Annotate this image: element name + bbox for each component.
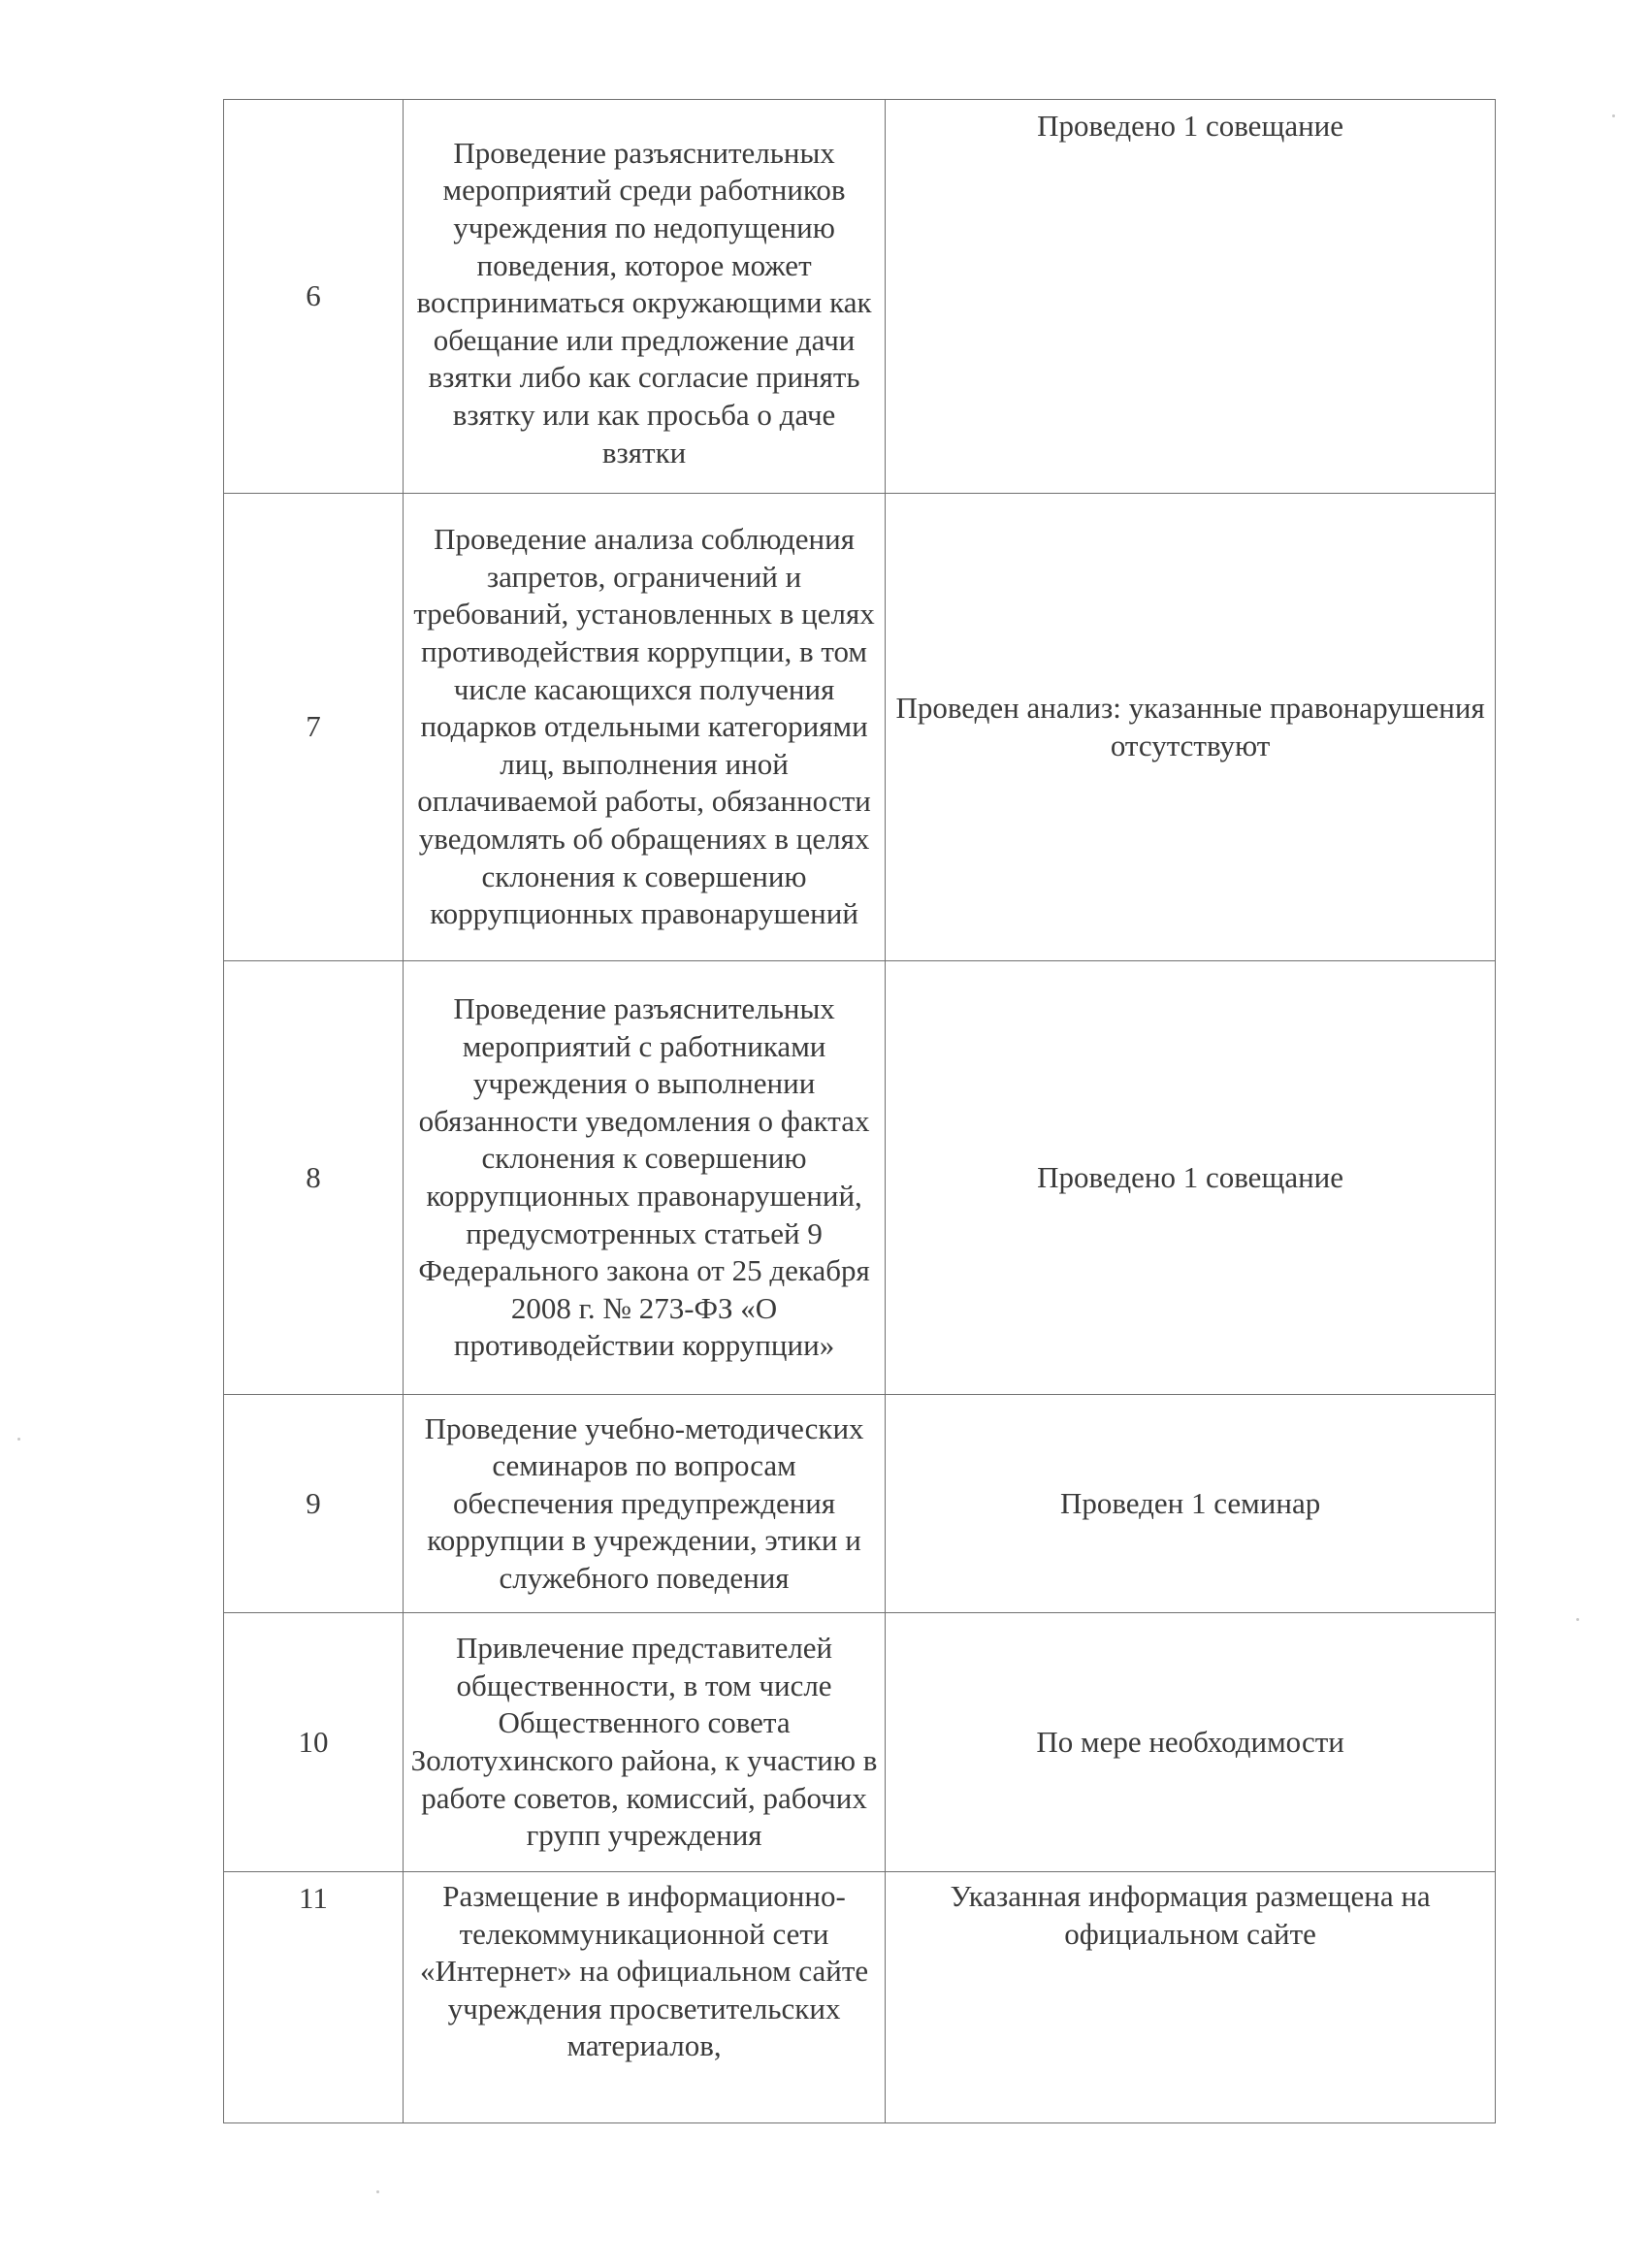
row-number: 8 [224,961,404,1395]
measure-cell: Размещение в информационно-телекоммуникационной сети «Интернет» на официальном сайте учреждения просветительских материалов, [403,1872,885,2123]
row-number: 6 [224,100,404,494]
table-row [224,1395,1496,1613]
measure-cell: Проведение разъяснительных мероприятий с работниками учреждения о выполнении обязанности уведомления о фактах склонения к совершению коррупционных правонарушений, предусмотренных статьей 9 Федерального закона от 25 декабря 2008 г. № 273-ФЗ «О противодействии коррупции» [403,961,885,1395]
result-cell: Проведено 1 совещание [886,100,1496,494]
result-cell: Проведен анализ: указанные правонарушения отсутствуют [886,494,1496,961]
measure-cell: Проведение разъяснительных мероприятий среди работников учреждения по недопущению поведения, которое может восприниматься окружающими как обещание или предложение дачи взятки либо как согласие принять взятку или как просьба о даче взятки [403,100,885,494]
scan-speck [17,1438,20,1441]
measure-cell: Проведение анализа соблюдения запретов, ограничений и требований, установленных в целях противодействия коррупции, в том числе касающихся получения подарков отдельными категориями лиц, выполнения иной оплачиваемой работы, обязанности уведомлять об обращениях в целях склонения к совершению коррупционных правонарушений [403,494,885,961]
row-number: 9 [224,1395,404,1613]
result-cell: Проведено 1 совещание [886,961,1496,1395]
report-table [223,99,1496,2123]
scan-speck [1576,1618,1579,1621]
row-number: 10 [224,1613,404,1872]
row-number: 11 [224,1872,404,2123]
table-row [224,961,1496,1395]
table-row [224,494,1496,961]
table-row [224,1613,1496,1872]
scan-speck [1612,114,1615,117]
row-number: 7 [224,494,404,961]
table-row [224,100,1496,494]
result-cell: Проведен 1 семинар [886,1395,1496,1613]
measure-cell: Проведение учебно-методических семинаров по вопросам обеспечения предупреждения коррупции в учреждении, этики и служебного поведения [403,1395,885,1613]
result-cell: По мере необходимости [886,1613,1496,1872]
table-row [224,1872,1496,2123]
result-cell: Указанная информация размещена на официальном сайте [886,1872,1496,2123]
measure-cell: Привлечение представителей общественности, в том числе Общественного совета Золотухинского района, к участию в работе советов, комиссий, рабочих групп учреждения [403,1613,885,1872]
scan-speck [376,2190,379,2193]
